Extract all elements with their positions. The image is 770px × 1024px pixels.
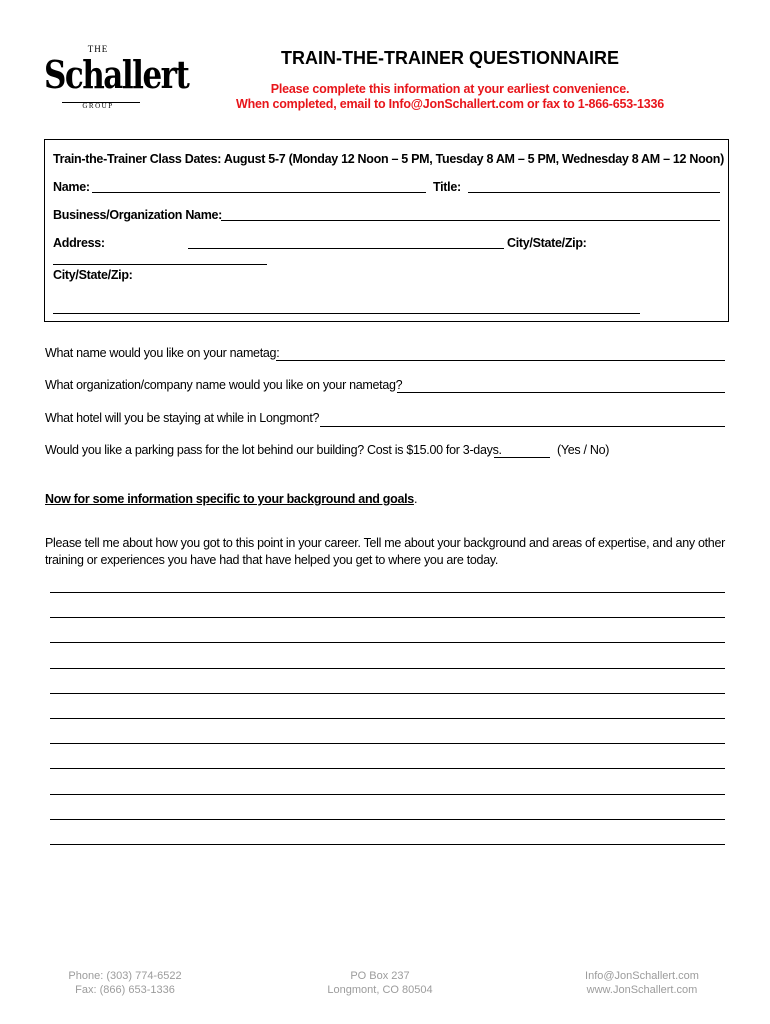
city-state-zip-field[interactable] [53,313,640,314]
answer-line[interactable] [50,693,725,694]
title-label: Title: [433,180,461,194]
name-field[interactable] [92,192,426,193]
footer-fax: Fax: (866) 653-1336 [75,984,175,996]
instruction-line-1: Please complete this information at your earliest convenience. [270,82,630,96]
name-label: Name: [53,180,90,194]
hotel-field[interactable] [320,426,725,427]
footer-city: Longmont, CO 80504 [327,984,433,996]
background-heading-suffix: . [413,492,418,506]
city-state-zip-label-inline: City/State/Zip: [507,236,587,250]
footer-pobox: PO Box 237 [350,970,410,982]
nametag-question: What name would you like on your nametag: [45,346,280,360]
org-nametag-question: What organization/company name would you like on your nametag? [45,378,403,392]
instruction-line-2: When completed, email to Info@JonSchallert.com or fax to 1-866-653-1336 [236,97,664,111]
footer-phone-block [44,969,206,997]
answer-line[interactable] [50,642,725,643]
answer-line[interactable] [50,794,725,795]
nametag-field[interactable] [276,360,725,361]
footer-address-block [300,969,460,997]
background-heading-text: Now for some information specific to your background and goals [45,492,414,506]
city-state-zip-label: City/State/Zip: [53,268,133,282]
footer-contact-block [560,969,724,997]
parking-options: (Yes / No) [557,443,610,457]
org-nametag-field[interactable] [397,392,725,393]
logo-the: THE [87,44,109,54]
parking-field[interactable] [494,457,550,458]
organization-field[interactable] [221,220,720,221]
footer-phone: Phone: (303) 774-6522 [68,970,182,982]
schallert-logo [44,44,189,114]
city-state-zip-field-inline[interactable] [53,264,267,265]
answer-line[interactable] [50,668,725,669]
parking-question: Would you like a parking pass for the lot behind our building? Cost is $15.00 for 3-days. [45,443,502,457]
answer-line[interactable] [50,743,725,744]
footer-web[interactable]: www.JonSchallert.com [586,984,698,996]
answer-line[interactable] [50,718,725,719]
background-heading [45,492,417,506]
organization-label: Business/Organization Name: [53,208,223,222]
address-field[interactable] [188,248,504,249]
answer-line[interactable] [50,768,725,769]
logo-name: Schallert [44,52,189,98]
answer-line[interactable] [50,819,725,820]
hotel-question: What hotel will you be staying at while in Longmont? [45,411,320,425]
footer-email[interactable]: Info@JonSchallert.com [585,970,699,982]
page-title: TRAIN-THE-TRAINER QUESTIONNAIRE [281,48,619,68]
background-prompt-line-1: Please tell me about how you got to this point in your career. Tell me about your background and areas of expertise, and any other [45,536,725,550]
answer-line[interactable] [50,592,725,593]
class-dates: Train-the-Trainer Class Dates: August 5-7 (Monday 12 Noon – 5 PM, Tuesday 8 AM – 5 PM, Wednesday 8 AM – 12 Noon) [53,152,724,166]
contact-info-box [44,139,729,322]
address-label: Address: [53,236,105,250]
answer-line[interactable] [50,844,725,845]
answer-line[interactable] [50,617,725,618]
title-field[interactable] [468,192,720,193]
background-prompt-line-2: training or experiences you have had that have helped you get to where you are today. [45,553,499,567]
logo-group: GROUP [82,102,114,110]
